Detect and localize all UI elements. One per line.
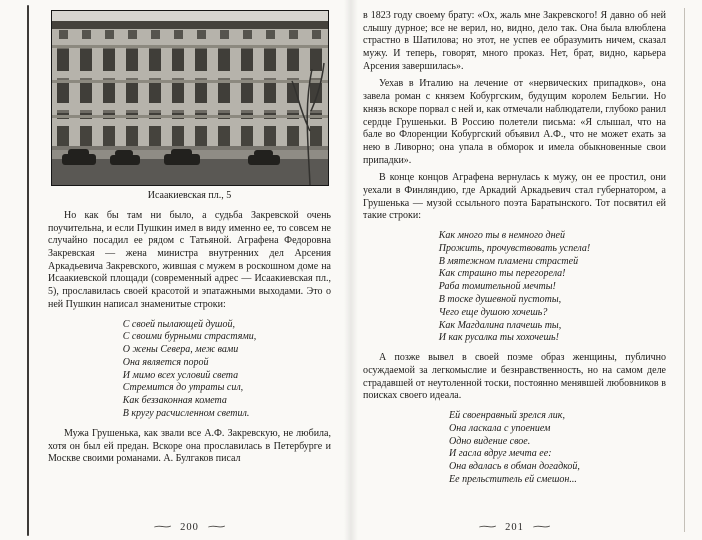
- poem-line: Стремится до утраты сил,: [122, 382, 244, 394]
- building-photo: [51, 10, 329, 186]
- page-number: 200: [180, 522, 199, 533]
- poem-line: И как русалка ты хохочешь!: [438, 332, 559, 344]
- poem-line: Она ласкала с упоением: [449, 422, 551, 434]
- poem-line: О жены Севера, меж вами: [122, 344, 239, 356]
- poem-line: Чего еще душою хочешь?: [438, 306, 548, 318]
- right-page: [351, 0, 702, 540]
- poem-line: Как беззаконная комета: [122, 395, 227, 407]
- poem-line: Как Магдалина плачешь ты,: [438, 319, 562, 331]
- footer-flourish-icon: ∼: [205, 521, 228, 533]
- poem-line: С своими бурными страстями,: [122, 331, 257, 343]
- page-footer: [48, 520, 331, 533]
- poem-line: Она является порой: [122, 356, 209, 368]
- building-photo-illustration: [52, 11, 328, 185]
- poem-line: Как страшно ты перегорела!: [438, 268, 566, 280]
- poem: [439, 230, 591, 345]
- poem-line: Одно видение свое.: [449, 435, 531, 447]
- photo-caption: Исаакиевская пл., 5: [147, 190, 232, 201]
- poem-line: И мимо всех условий света: [122, 369, 239, 381]
- page-number: 201: [505, 522, 524, 533]
- poem-line: Как много ты в немного дней: [438, 230, 565, 241]
- poem-line: Она вдалась в обман догадкой,: [449, 461, 580, 473]
- paragraph: Уехав в Италию на лечение от «нервических припадков», она завела роман с князем Кобургским, будущим королем Бельгии. Но князь вскоре порвал с ней и, как отмечали наблюдатели, глубоко ранил сердце Грушеньки. В Россию полетели письма: «Я слышал, что на бале во Флоренции Кобургский объявил А.Ф., что не может ехать за нею в Ливорно; она упала в обморок и имела обыкновенные свои припадки».: [363, 78, 666, 166]
- poem: [123, 319, 257, 421]
- poem: [449, 410, 580, 487]
- poem-line: В мятежном пламени страстей: [438, 255, 579, 267]
- page-footer: [363, 520, 666, 533]
- footer-flourish-icon: ∼: [476, 521, 499, 533]
- poem-line: Раба томительной мечты!: [438, 281, 556, 293]
- footer-flourish-icon: ∼: [530, 521, 553, 533]
- poem-line: С своей пылающей душой,: [122, 318, 235, 330]
- poem-line: Ей своенравный зрелся лик,: [449, 409, 565, 421]
- paragraph: Мужа Грушенька, как звали все А.Ф. Закревскую, не любила, хотя он был ей предан. Вскоре она прославилась в Петербурге и Москве своими романами. А. Булгаков писал: [48, 427, 331, 465]
- poem-line: Ее прельститель ей смешон...: [449, 473, 577, 485]
- poem-line: В кругу расчисленном светил.: [122, 408, 250, 420]
- photo-figure: [48, 10, 331, 201]
- paragraph: А позже вывел в своей поэме образ женщины, публично осуждаемой за легкомыслие и безнравственность, но на самом деле страдавшей от неутоленной тоски, постоянно менявшей любовников в поисках своего идеала.: [363, 352, 666, 402]
- paragraph: Но как бы там ни было, а судьба Закревской очень поучительна, и если Пушкин имел в виду именно ее, то совсем не случайно посадил ее рядом с Татьяной. Аграфена Федоровна Закревская — жена министра внутренних дел Арсения Аркадьевича Закревского, жившая с мужем в роскошном доме на Исаакиевской площади (современный адрес — Исаакиевская пл., 5), прославилась своей красотой и эпатажными выходами. Это о ней Пушкин написал знаменитые строки:: [48, 210, 331, 310]
- poem-line: Прожить, прочувствовать успела!: [438, 242, 591, 254]
- poem-line: В тоске душевной пустоты,: [438, 293, 562, 305]
- paragraph: В конце концов Аграфена вернулась к мужу, он ее простил, они уехали в Финляндию, где Аркадий Аркадьевич стал губернатором, а Грушенька — музой ссыльного поэта Баратынского. Тот посвятил ей такие строки:: [363, 172, 666, 222]
- poem-line: И гасла вдруг мечта ее:: [449, 448, 552, 460]
- paragraph: в 1823 году своему брату: «Ох, жаль мне Закревского! Я давно об ней слышу дурное; все не верил, но, видно, дело так. Она была влюблена страстно в Шатилова; но этот, не успев ее образумить ничем, сказал мужу. И теперь, говорят, много проказ. Нет, брат, видно, карьера Арсения завершилась».: [363, 10, 666, 72]
- footer-flourish-icon: ∼: [151, 521, 174, 533]
